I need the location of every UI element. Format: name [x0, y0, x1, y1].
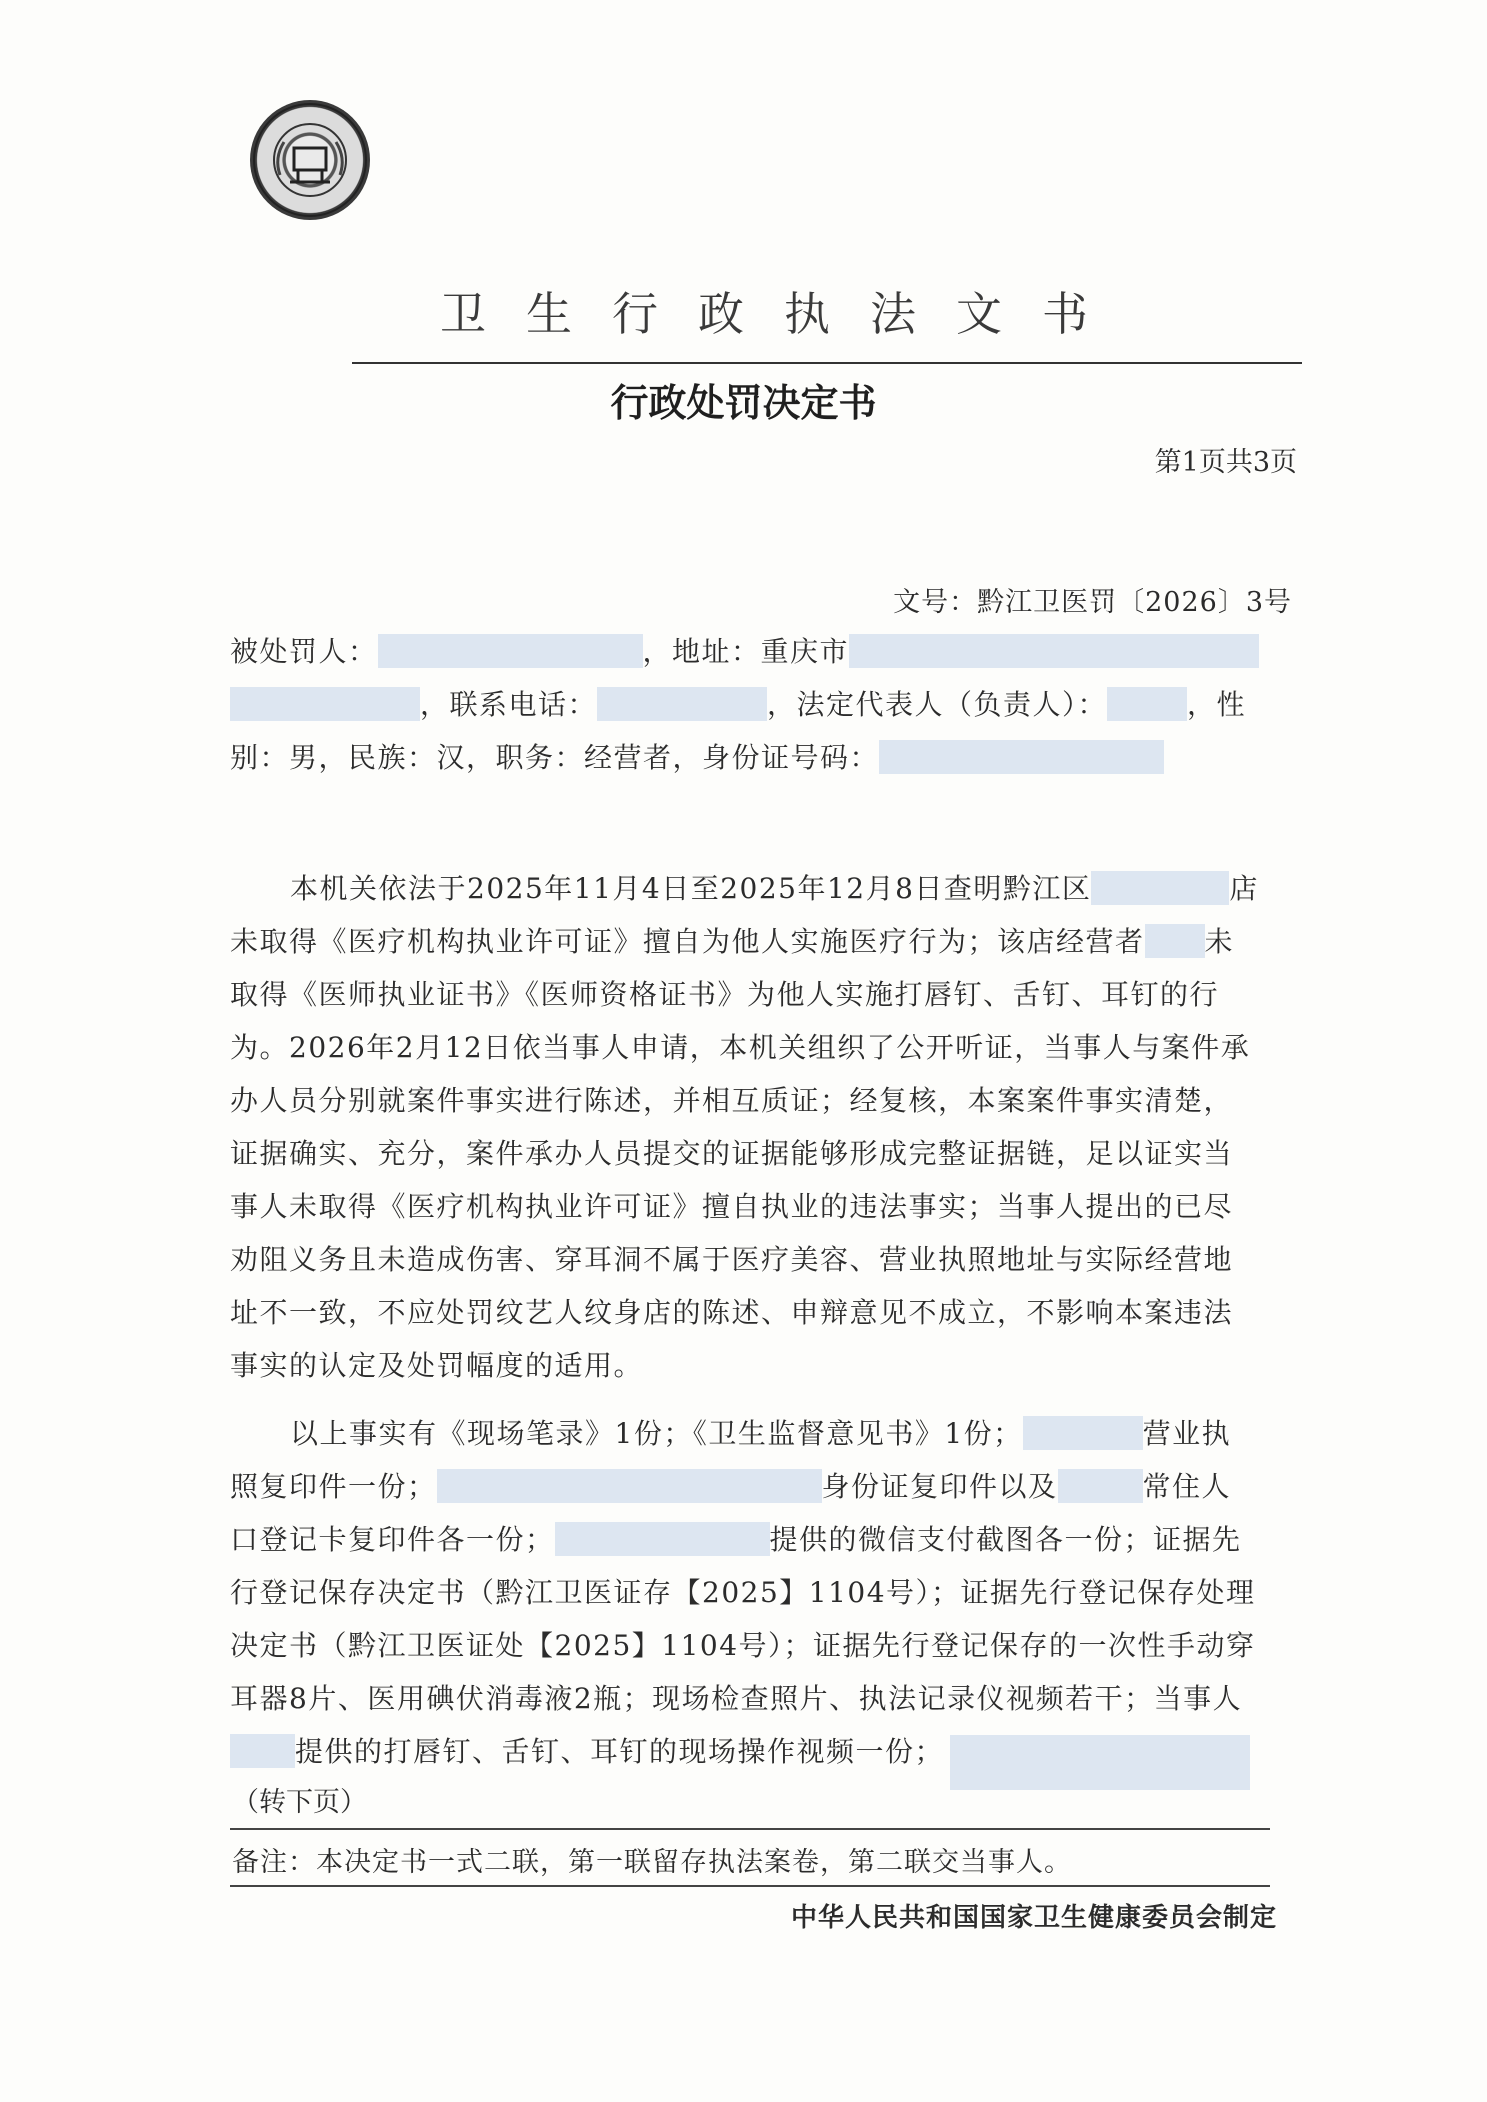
redaction-block — [1145, 924, 1205, 958]
redaction-block — [230, 1734, 295, 1768]
evidence-text-4: 常住人口登记卡复印件各一份； — [230, 1470, 1232, 1556]
page-number: 第1页共3页 — [1154, 447, 1297, 478]
findings-text-3: 未取得《医师执业证书》《医师资格证书》为他人实施打唇钉、舌钉、耳钉的行为。2026年2月12日依当事人申请，本机关组织了公开听证，当事人与案件承办人员分别就案件事实进行陈述，并相互质证；经复核，本案案件事实清楚，证据确实、充分，案件承办人员提交的证据能够形成完整证据链，足以证实当事人未取得《医疗机构执业许可证》擅自执业的违法事实；当事人提出的已尽劝阻义务且未造成伤害、穿耳洞不属于医疗美容、营业执照地址与实际经营地址不一致，不应处罚纹艺人纹身店的陈述、申辩意见不成立，不影响本案违法事实的认定及处罚幅度的适用。 — [230, 925, 1251, 1382]
redaction-block — [555, 1522, 770, 1556]
redaction-block — [378, 634, 643, 668]
document-number: 文号：黔江卫医罚〔2026〕3号 — [893, 587, 1292, 618]
health-authority-seal-icon — [250, 100, 370, 220]
remark-top-rule — [230, 1828, 1270, 1830]
evidence-text-6: 提供的打唇钉、舌钉、耳钉的现场操作视频一份； — [295, 1735, 945, 1768]
redaction-block — [597, 687, 767, 721]
evidence-text-3: 身份证复印件以及 — [821, 1470, 1058, 1503]
redaction-block — [230, 687, 420, 721]
party-address-label: ，地址：重庆市 — [642, 635, 850, 668]
redaction-block — [1091, 871, 1229, 905]
findings-text-2: 店未取得《医疗机构执业许可证》擅自为他人实施医疗行为；该店经营者 — [230, 872, 1259, 958]
redaction-block — [1023, 1416, 1143, 1450]
issuing-authority: 中华人民共和国国家卫生健康委员会制定 — [790, 1903, 1277, 1933]
evidence-text-1: 以上事实有《现场笔录》1份；《卫生监督意见书》1份； — [290, 1417, 1023, 1450]
redaction-block — [879, 740, 1164, 774]
header-rule — [352, 362, 1302, 364]
seal-emblem — [250, 100, 370, 220]
party-personal-details: ，性别：男，民族：汉，职务：经营者，身份证号码： — [230, 688, 1247, 774]
evidence-paragraph — [230, 1407, 1260, 1778]
remark-bottom-rule — [230, 1885, 1270, 1887]
party-label: 被处罚人： — [230, 635, 378, 668]
evidence-text-5: 提供的微信支付截图各一份；证据先行登记保存决定书（黔江卫医证存【2025】1104号）；证据先行登记保存处理决定书（黔江卫医证处【2025】1104号）；证据先行登记保存的一次性手动穿耳器8片、医用碘伏消毒液2瓶；现场检查照片、执法记录仪视频若干；当事人 — [230, 1523, 1256, 1715]
party-info-paragraph — [230, 625, 1260, 784]
redaction-block — [950, 1735, 1250, 1790]
findings-text-1: 本机关依法于2025年11月4日至2025年12月8日查明黔江区 — [290, 872, 1092, 905]
remark-text: 备注：本决定书一式二联，第一联留存执法案卷，第二联交当事人。 — [232, 1847, 1072, 1878]
document-subtitle: 行政处罚决定书 — [610, 381, 877, 425]
evidence-text-2: 营业执照复印件一份； — [230, 1417, 1232, 1503]
redaction-block — [1107, 687, 1187, 721]
party-representative-label: ，法定代表人（负责人）： — [767, 688, 1108, 721]
findings-paragraph — [230, 862, 1260, 1392]
redaction-block — [1058, 1469, 1143, 1503]
party-phone-label: ，联系电话： — [420, 688, 598, 721]
document-category-title: 卫生行政执法文书 — [440, 287, 1128, 341]
continued-note: （转下页） — [232, 1787, 367, 1818]
redaction-block — [437, 1469, 822, 1503]
redaction-block — [849, 634, 1259, 668]
